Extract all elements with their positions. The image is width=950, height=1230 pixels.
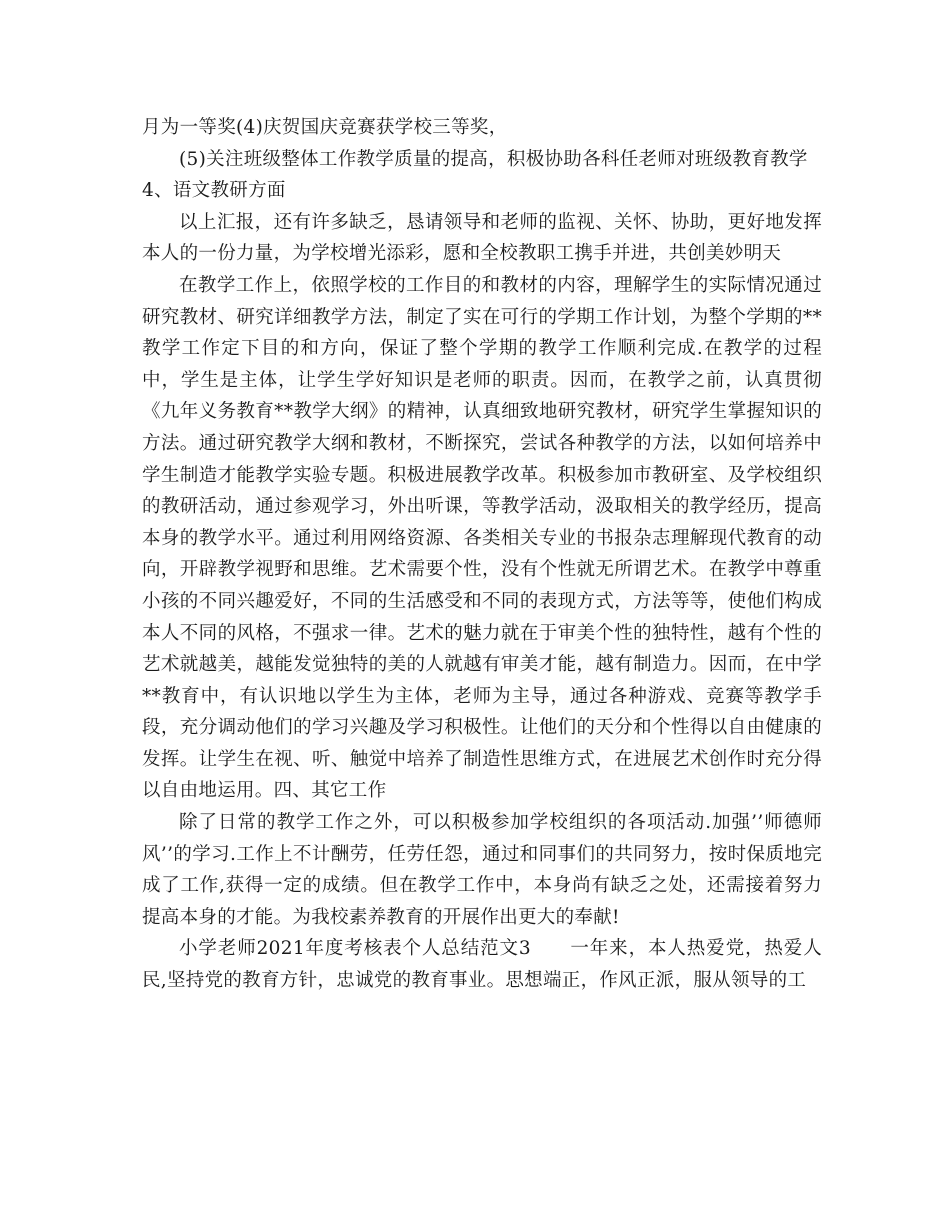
paragraph-5: 在教学工作上，依照学校的工作目的和教材的内容，理解学生的实际情况通过研究教材、研究详细教学方法，制定了实在可行的学期工作计划，为整个学期的**教学工作定下目的和方向，保证了整个学期的教学工作顺利完成.在教学的过程中，学生是主体，让学生学好知识是老师的职责。因而，在教学之前，认真贯彻《九年义务教育**教学大纲》的精神，认真细致地研究教材，研究学生掌握知识的方法。通过研究教学大纲和教材，不断探究，尝试各种教学的方法，以如何培养中学生制造才能教学实验专题。积极进展教学改革。积极参加市教研室、及学校组织的教研活动，通过参观学习，外出听课，等教学活动，汲取相关的教学经历，提高本身的教学水平。通过利用网络资源、各类相关专业的书报杂志理解现代教育的动向，开辟教学视野和思维。艺术需要个性，没有个性就无所谓艺术。在教学中尊重小孩的不同兴趣爱好，不同的生活感受和不同的表现方式，方法等等，使他们构成本人不同的风格，不强求一律。艺术的魅力就在于审美个性的独特性，越有个性的艺术就越美，越能发觉独特的美的人就越有审美才能，越有制造力。因而，在中学**教育中，有认识地以学生为主体，老师为主导，通过各种游戏、竞赛等教学手段，充分调动他们的学习兴趣及学习积极性。让他们的天分和个性得以自由健康的发挥。让学生在视、听、触觉中培养了制造性思维方式，在进展艺术创作时充分得以自由地运用。四、其它工作 xyxy=(142,274,822,802)
paragraph-7: 小学老师2021年度考核表个人总结范文3 一年来，本人热爱党，热爱人民,坚持党的教育方针，忠诚党的教育事业。思想端正，作风正派，服从领导的工 xyxy=(142,938,822,992)
paragraph-4: 以上汇报，还有许多缺乏，恳请领导和老师的监视、关怀、协助，更好地发挥本人的一份力量，为学校增光添彩，愿和全校教职工携手并进，共创美妙明天 xyxy=(142,211,822,265)
paragraph-3: 4、语文教研方面 xyxy=(142,180,286,202)
paragraph-1: 月为一等奖(4)庆贺国庆竞赛获学校三等奖， xyxy=(142,117,508,138)
paragraph-2: (5)关注班级整体工作教学质量的提高，积极协助各科任老师对班级教育教学 xyxy=(179,148,808,170)
document-body xyxy=(142,112,822,997)
paragraph-6: 除了日常的教学工作之外，可以积极参加学校组织的各项活动.加强’’师德师风’’的学习.工作上不计酬劳，任劳任怨，通过和同事们的共同努力，按时保质地完成了工作,获得一定的成绩。但在教学工作中，本身尚有缺乏之处，还需接着努力提高本身的才能。为我校素养教育的开展作出更大的奉献! xyxy=(142,812,822,928)
